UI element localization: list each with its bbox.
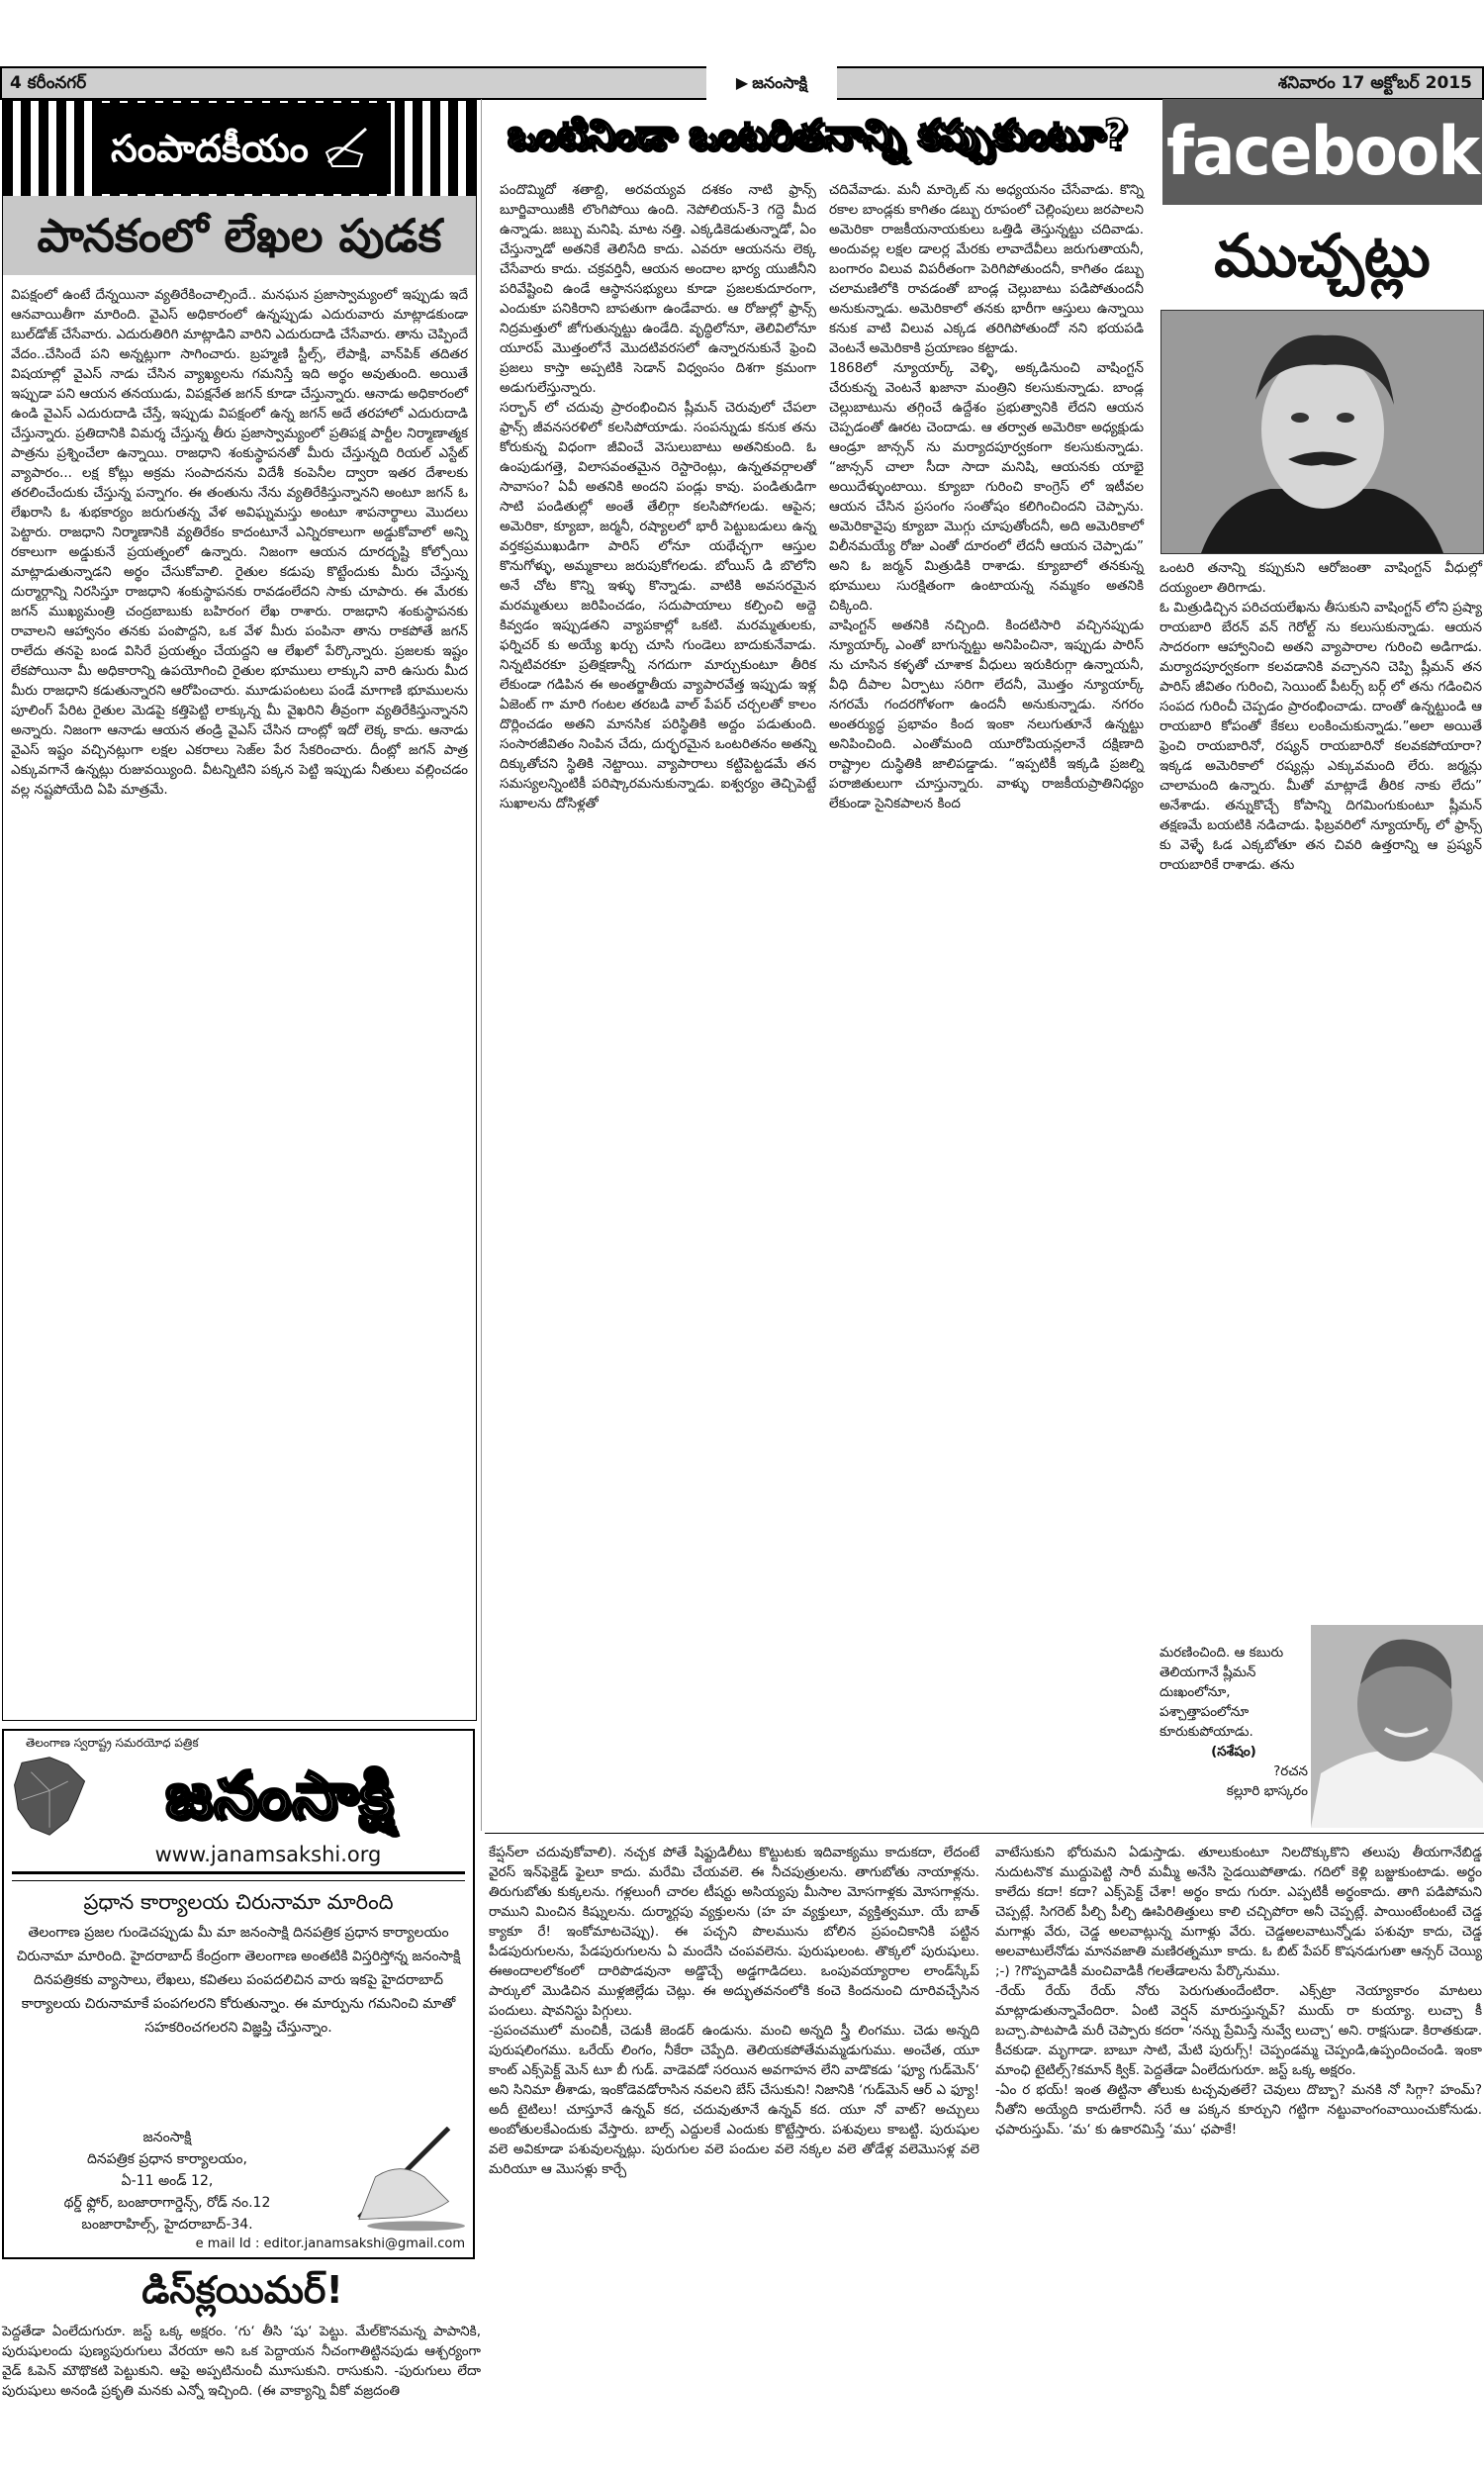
email-address[interactable]: e mail Id : editor.janamsakshi@gmail.com: [195, 2236, 465, 2251]
paragraph: సర్బాన్ లో చదువు ప్రారంభించిన ష్లీమన్ చెరువులో చేపలా ఫ్రాన్స్ జీవనసరళిలో కలసిపోయాడు. సంపన్నుడు కనుక తను కోరుకున్న విధంగా జీవించే వెసులుబాటు అతనికుంది. ఓ ఉంపుడుగత్తె, విలాసవంతమైన రెస్టారెంట్లు, ఉన్నతవర్గాలతో సావాసం? ఏవీ అతనికి అందని పండ్లు కావు. పండితుడిగా సాటి పండితుల్లో అంతే తేలిగ్గా కలసిపోగలడు. ఆపైన; అమెరికా, క్యూబా, జర్మనీ, రష్యాలలో భారీ పెట్టుబడులు ఉన్న వర్తకప్రముఖుడిగా పారిస్ లోనూ యథేచ్ఛగా ఆస్తుల కొనుగోళ్ళు, అమ్మకాలు జరుపుకోగలడు. బోయిస్ డి బొలోని అనే చోట కొన్ని ఇళ్ళు కొన్నాడు. వాటికి అవసరమైన మరమ్మతులు జరిపించడం, సదుపాయాలు కల్పించి అద్దె కివ్వడం ఇప్పుడతని వ్యాపకాల్లో ఒకటి. మరమ్మతులకు, ఫర్నిచర్ కు అయ్యే ఖర్చు చూసి గుండెలు బాదుకునేవాడు. నిన్నటివరకూ ప్రతిక్షణాన్నీ నగదుగా మార్చుకుంటూ తీరిక లేకుండా గడిపిన ఈ అంతర్జాతీయ వ్యాపారవేత్త ఇప్పుడు ఇళ్ల ఏజెంట్ గా మారి గంటల తరబడి వాల్ పేపర్ చర్చలతో కాలం దొర్లించడం అతని మానసిక పరిస్థితికి అద్దం పడుతుంది. సంసారజీవితం నింపిన చేదు, దుర్భరమైన ఒంటరితనం అతన్ని దిక్కుతోచని స్థితికి నెట్టాయి. వ్యాపారాలు కట్టిపెట్టడమే తన సమస్యలన్నింటికీ పరిష్కారమనుకున్నాడు. ఐశ్వర్యం తెచ్చిపెట్టే సుఖాలను దోసిళ్లతో: [500, 400, 816, 811]
logo-arrow-icon: ▶: [735, 73, 749, 92]
pen-hand-icon: [323, 123, 374, 174]
paragraph: -ఏం ర భయ్! ఇంత తిట్టినా తోలుకు టచ్చవుతలే? చెవులు దొబ్బా? మనకి నో సిగ్గా? హంమ్?నీతోని అయ్యేది కాదులేగానీ. సరే ఆ పక్కన కూర్చుని గట్టిగా నట్టువాంగంవాయించుకోనుడు. ఛపారుస్తుమ్. ‘మ‘ కు ఉకారమిస్తే ‘ము‘ ఛపాకే!: [995, 2082, 1482, 2138]
address-change-notice: [2, 1729, 475, 2259]
facebook-column-body: [1159, 558, 1482, 875]
editorial-label: సంపాదకీయం: [111, 127, 309, 170]
notice-title: ప్రధాన కార్యాలయ చిరునామా మారింది: [83, 1890, 394, 1914]
column-divider: [481, 99, 482, 1831]
double-rule: [12, 1871, 465, 1881]
masthead-wrap: [95, 1754, 465, 1839]
disclaimer-column-2: [995, 1843, 1482, 2140]
paragraph: వాటేసుకుని భోరుమని ఏడుస్తాడు. తూలుకుంటూ నిలదొక్కుకొని తలుపు తీయగానేబిడ్డ నుదుటనొక ముద్దుపెట్టి సారీ మమ్మీ అనేసి సైడయిపోతాడు. గదిలో కెళ్లి బజ్జుకుంటాడు. అర్థం కాలేదు కదా! కదా? ఎక్స్‌పెక్ట్ చేశా! అర్థం కాదు గురూ. ఎప్పటికీ అర్థంకాదు. తాగి పడిపోమని చెప్పట్లే. సిగరెట్ పీల్చి పీల్చి ఊపిరితిత్తులు కాలి చచ్చిపోరా అనీ చెప్పట్లే. పాయింటేంటంటే చెడ్డ మగాళ్లు వేరు, చెడ్డ అలవాట్లున్న మగాళ్లు వేరు. చెడ్డఅలవాటున్నోడు పశువూ కాదు, చెడ్డ అలవాటులేనోడు మానవజాతి మణిరత్నమూ కాదు. ఓ బిట్ పేపర్ కొషనడుగుతా ఆన్సర్ చెయ్యి ;-) ?గొప్పవాడికీ మంచివాడికీ గలతేడాలను పేర్కొనుము.: [995, 1845, 1482, 1979]
paragraph: విపక్షంలో ఉంటే దేన్నయినా వ్యతిరేకించాల్సిందే.. మనఘన ప్రజాస్వామ్యంలో ఇప్పుడు ఇదే ఆనవాయితీగా మారింది. వైఎస్ అధికారంలో ఉన్నప్పుడు ఎదురువారు మాట్లాడకుండా బుల్‌డోజ్ చేసేవారు. ఎదురుతిరిగి మాట్లాడిని వారిని ఎదురుదాడి చేసేవారు. తాను చెప్పిందే వేదం..చేసిందే పని అన్నట్లుగా సాగించారు. బ్రహ్మణి స్టీల్స్, లేపాక్షి, వాన్‌పిక్ తదితర విషయాల్లో వైఎస్ నాడు చేసిన వ్యాఖ్యలను గమనిస్తే ఇది అర్థం అవుతుంది. అయితే ఇప్పుడా పని ఆయన తనయుడు, విపక్షనేత జగన్ కూడా చేస్తున్నారు. ఆనాడు అధికారంలో ఉండి వైఎస్ ఎదురుదాడి చేస్తే, ఇప్పుడు విపక్షంలో ఉన్న జగన్ అదే తరహాలో ఎదురుదాడి చేస్తున్నారు. ప్రతిదానికి విమర్శ చేస్తున్న తీరు ప్రజాస్వామ్యంలో ప్రతిపక్ష పార్టీల నిర్మాణాత్మక పాత్రను ప్రశ్నించేలా ఉన్నాయి. రాజధాని శంకుస్థాపనతో మీరు చేస్తున్నది రియల్ ఎస్టేట్ వ్యాపారం... లక్ష కోట్లు అక్రమ సంపాదనను విదేశీ కంపెనీల ద్వారా ఇతర దేశాలకు తరలించేందుకు చేస్తున్న పన్నాగం. ఈ తంతును నేను వ్యతిరేకిస్తున్నానని అంటూ జగన్ ఓ లేఖరాసి ఓ శుభకార్యం జరుగుతన్న వేళ అవిఘ్నమస్తు అంటూ శాపనార్థాలు మొదలు పెట్టారు. రాజధాని నిర్మాణానికి వ్యతిరేకం కాదంటూనే ఎన్నిరకాలుగా అడ్డుకోవాలో అన్ని రకాలుగా అడ్డుకునే ప్రయత్నంలో ఉన్నారు. నిజంగా ఆయన దూరదృష్టి కోల్పోయి మాట్లాడుతున్నాడని అర్థం చేసుకోవాలి. రైతుల కడుపు కొట్టేందుకు మీరు చేస్తున్న దుర్మార్గాన్ని నిరసిస్తూ రాజధాని శంకుస్థాపనకు రావడంలేదని సాకు చూపారు. ఈ మేరకు జగన్ ముఖ్యమంత్రి చంద్రబాబుకు బహిరంగ లేఖ రాశారు. రాజధాని శంకుస్థాపనకు రావాలని ఆహ్వానం తనకు పంపొద్దని, ఒక వేళ మీరు పంపినా తాను రాకపోతే జగన్ రాలేదు తనపై బండ విసిరే ప్రయత్నం చేయద్దని ఆ లేఖలో పేర్కొన్నారు. ప్రజలకు ఇష్టం లేకపోయినా మీ అధికారాన్ని ఉపయోగించి రైతుల భూములు లాక్కుని వారి ఉసురు మీద మీరు రాజధాని కడుతున్నారని ఆరోపించారు. మూడుపంటలు పండే మాగాణి భూములను పూలింగ్ పేరిట రైతుల మెడపై కత్తిపెట్టి లాక్కున్న మీ వైఖరిని తీవ్రంగా వ్యతిరేకిస్తున్నానని అన్నారు. నిజంగా ఆనాడు ఆయన తండ్రి వైఎస్ చేసిన దాంట్లో ఇదో లెక్క కాదు. ఆనాడు వైఎస్ ఇష్టం వచ్చినట్లుగా లక్షల ఎకరాలు సెజ్‌ల పేర సేకరించారు. దీంట్లో జగన్ పాత్ర ఎక్కువగానే ఉన్నట్లు రుజువయ్యింది. వీటన్నిటిని పక్కన పెట్టి ఇప్పుడు నీతులు వల్లించడం వల్ల నష్టపోయేది ఏపి మాత్రమే.: [11, 287, 468, 798]
feature-column-2: [829, 180, 1144, 813]
notice-body: తెలంగాణ ప్రజల గుండెచప్పుడు మీ మా జనంసాక్షి దినపత్రిక ప్రధాన కార్యాలయం చిరునామా మారింది. హైదరాబాద్ కేంద్రంగా తెలంగాణ అంతటికి విస్తరిస్తోన్న జనంసాక్షి దినపత్రికకు వ్యాసాలు, లేఖలు, కవితలు పంపదలిచిన వారు ఇకపై హైదరాబాద్ కార్యాలయ చిరునామాకే పంపగలరని కోరుతున్నాం. ఈ మార్పును గమనించి మాతో సహకరించగలరని విజ్ఞప్తి చేస్తున్నాం.: [16, 1925, 461, 2036]
paragraph: -రేయ్ రేయ్ రేయ్ నోరు పెరుగుతుందేంటిరా. ఎక్స్‌ట్రా నెయ్యాకారం మాటలు మాట్లాడుతున్నావేందిరా. ఏంటి వెర్షన్ మారుస్తున్నవ్? ముయ్ రా కుయ్యా. లుచ్చా కీ బచ్చా.పాటపాడి మరీ చెప్పారు కదరా ‘నన్ను ప్రేమిస్తే నువ్వే లుచ్చా‘ అని. రాక్షసుడా. కిరాతకుడా. కీచకుడా. మృగాడా. బాబూ సాటి, మేటి పురుగ్స్! చెప్పండమ్మ చెప్పండి,ఉప్పందించండి. ఇంకా మాంఛి టైటిల్స్?కమాన్ క్విక్. పెద్దతేడా ఏంలేదుగురూ. జస్ట్ ఒక్క అక్షరం.: [995, 1983, 1482, 2078]
paragraph: 1868లో న్యూయార్క్ వెళ్ళి, అక్కడినుంచి వాషింగ్టన్ చేరుకున్న వెంటనే ఖజానా మంత్రిని కలసుకున్నాడు. బాండ్ల చెల్లుబాటును తగ్గించే ఉద్దేశం ప్రభుత్వానికి లేదని ఆయన చెప్పడంతో ఊరట చెందాడు. ఆ తర్వాత అమెరికా అధ్యక్షుడు ఆండ్రూ జాన్సన్ ను మర్యాదపూర్వకంగా కలసుకున్నాడు. “జాన్సన్ చాలా సీదా సాదా మనిషి, ఆయనకు యాభై అయిదేళ్ళుంటాయి. క్యూబా గురించి కాంగ్రెస్ లో ఇటీవల ఆయన చేసిన ప్రసంగం సంతోషం కలిగించిందని చెప్పాను. అమెరికావైపు క్యూబా మొగ్గు చూపుతోందనీ, అది అమెరికాలో విలీనమయ్యే రోజు ఎంతో దూరంలో లేదనీ ఆయన చెప్పాడు” అని ఓ జర్మన్ మిత్రుడికి రాశాడు. క్యూబాలో తనకున్న భూములు సురక్షితంగా ఉంటాయన్న నమ్మకం అతనికి చిక్కింది.: [829, 360, 1144, 614]
disclaimer-intro: పెద్దతేడా ఏంలేదుగురూ. జస్ట్ ఒక్క అక్షరం. ‘గు‘ తీసి ‘షు‘ పెట్టు. మేల్‌కొనమన్న పాపానికి, పురుషులందు పుణ్యపురుగులు వేరయా అని ఒక పెద్దాయన నీచంగాతిట్టినపుడు ఆశ్చర్యంగా వైడ్ ఓపెన్ మౌథొకటి పెట్టుకుని. ఆపై అప్పటినుంచీ మూసుకుని. రాసుకుని. -పురుగులు లేదా పురుషులు అనండి ప్రకృతి మనకు ఎన్నో ఇచ్చింది. (ఈ వాక్యాన్ని వీకో వజ్రదంతి: [2, 2324, 481, 2399]
masthead: జనంసాక్షి: [165, 1760, 395, 1833]
issue-date: శనివారం 17 అక్టోబర్ 2015: [1277, 73, 1472, 93]
address-line: జనంసాక్షి: [142, 2130, 192, 2145]
masthead-row: [12, 1751, 465, 1842]
paragraph: -ప్రపంచములో మంచికీ, చెడుకీ జెండర్ ఉండును. మంచి అన్నది స్త్రీ లింగము. చెడు అన్నది పురుషలింగము. ఒరేయ్ లింగం, నీకేరా చెప్పేది. తెలియకపోతేమమ్మడుగుము. అంచేత, యూ కాంట్ ఎక్స్‌పెక్ట్ మెన్ టూ బీ గుడ్. వాడెవడో సరయిన అవగాహన లేని వాడొకడు ‘ఫ్యూ గుడ్‌మెన్‘ అని సినిమా తీశాడు, ఇంకోడెవడోరాసిన నవలని బేస్ చేసుకుని! నిజానికి ‘గుడ్‌మెన్ ఆర్ ఎ ఫ్యూ! అదీ టైటిలు! చూస్తూనే ఉన్నవ్ కద, చదువుతూనే ఉన్నవ్ కద. యూ నో వాట్? అచ్చులు అంబోతులకేఎందుకు వేస్తారు. బాల్స్ ఎద్దులకే ఎందుకు కొట్టేస్తారు. పశువులు కాబట్టి. పురుషుల వలె అవికూడా పశువులన్నట్లు. పురుగుల వలె పందుల వలె నక్కల వలె తోడేళ్ల వలెమొసళ్ల వలె మరియూ ఆ మొసళ్లు కార్చే: [489, 2023, 979, 2177]
editorial-banner: [3, 101, 476, 196]
logo-text: జనంసాక్షి: [752, 73, 808, 92]
byline-label: ?రచన: [1273, 1763, 1308, 1779]
feature-headline-wrap: [487, 99, 1148, 170]
closing-text: మరణించింది. ఆ కబురు తెలియగానే ష్లీమన్ దుఃఖంలోనూ, పశ్చాత్తాపంలోనూ కూరుకుపోయాడు.: [1159, 1645, 1284, 1740]
paragraph: వాషింగ్టన్ అతనికి నచ్చింది. కిందటిసారి వచ్చినప్పుడు న్యూయార్క్ ఎంతో బాగున్నట్టు అనిపించినా, ఇప్పుడు పారిస్ ను చూసిన కళ్ళతో చూశాక వీధులు ఇరుకిరుగ్గా ఉన్నాయనీ, వీధి దీపాల ఏర్పాటు సరిగా లేదనీ, మొత్తం న్యూయార్క్ నగరమే గందరగోళంగా ఉందనీ అనుకున్నాడు. నగరం అంతర్యుద్ధ ప్రభావం కింద ఇంకా నలుగుతూనే ఉన్నట్టు అనిపించింది. ఎంతోమంది యూరోపియన్లలానే దక్షిణాది రాష్ట్రాల దుస్థితికి జాలిపడ్డాడు. “ఇప్పటికీ ఇక్కడి ప్రజల్ని పరాజితులుగా చూస్తున్నారు. వాళ్ళు రాజకీయప్రాతినిధ్యం లేకుండా సైనికపాలన కింద: [829, 618, 1144, 811]
facebook-logo-box: [1162, 99, 1482, 205]
tagline: తెలంగాణ స్వరాష్ట్ర సమరయోధ పత్రిక: [26, 1736, 199, 1750]
paragraph: ఒంటరి తనాన్ని కప్పుకుని ఆరోజంతా వాషింగ్టన్ వీధుల్లో దయ్యంలా తిరిగాడు.: [1159, 560, 1482, 596]
paragraph: చదివేవాడు. మనీ మార్కెట్ ను అధ్యయనం చేసేవాడు. కొన్ని రకాల బాండ్లకు కాగితం డబ్బు రూపంలో చెల్లింపులు జరపాలని అమెరికా రాజకీయనాయకులు ఒత్తిడి తెస్తున్నట్టు చదివాడు. అందువల్ల లక్షల డాలర్ల మేరకు లావాదేవీలు జరుగుతాయనీ, బంగారం విలువ విపరీతంగా పెరిగిపోతుందనీ, కాగితం డబ్బు చలామణిలోకి రావడంతో బాండ్ల చెల్లుబాటు పడిపోతుందనీ అనుకున్నాడు. అమెరికాలో తనకు భారీగా ఆస్తులు ఉన్నాయి కనుక వాటి విలువ ఎక్కడ తరిగిపోతుందో నని భయపడి వెంటనే అమెరికాకి ప్రయాణం కట్టాడు.: [829, 182, 1144, 356]
notice-title-wrap: [12, 1887, 465, 1917]
telangana-map-icon: [12, 1754, 89, 1839]
disclaimer-column-1: [489, 1843, 979, 2179]
author-name: కల్లూరి భాస్కరం: [1226, 1783, 1308, 1799]
website-link[interactable]: www.janamsakshi.org: [154, 1843, 382, 1866]
address-line: థర్డ్ ఫ్లోర్, బంజారాగార్డెన్స్, రోడ్ నం.12: [63, 2195, 271, 2211]
office-address: [12, 2127, 323, 2236]
portrait-photo: [1160, 310, 1484, 554]
column-ending: [1159, 1643, 1308, 1801]
column-title-wrap: [1162, 208, 1482, 305]
editorial-body: [11, 285, 468, 800]
address-line: ఏ-11 అండ్ 12,: [121, 2173, 214, 2189]
disclaimer-headline-wrap: [0, 2264, 485, 2316]
address-row: [12, 2040, 465, 2236]
paragraph: ఓ మిత్రుడిచ్చిన పరిచయలేఖను తీసుకుని వాషింగ్టన్ లోని ప్రష్యా రాయబారి బేరన్ వన్ గెరోల్ట్ ను కలుసుకున్నాడు. ఆయన సాదరంగా ఆహ్వానించి అతని వ్యాపారాల గురించి అడిగాడు. మర్యాదపూర్వకంగా కలవడానికి వచ్చానని చెప్పి ష్లీమన్ తన పారిస్ జీవితం గురించి, సెయింట్ పీటర్స్ బర్గ్ లో తను గడించిన సంపద గురించీ చెప్పడం ప్రారంభించాడు. దాంతో ఉన్నట్టుండి ఆ రాయబారి కోపంతో కేకలు లంకించుకున్నాడు.”అలా అయితే ఫ్రెంచి రాయబారినో, రష్యన్ రాయబారినో కలవకపోయారా? ఇక్కడ అమెరికాలో రష్యన్లు ఎక్కువమంది లేరు. జర్మన్లు చాలామంది ఉన్నారు. మీతో మాట్లాడే తీరిక నాకు లేదు” అనేశాడు. తన్నుకొచ్చే కోపాన్ని దిగమింగుకుంటూ ష్లీమన్ తక్షణమే బయటికి నడిచాడు. ఫిబ్రవరిలో న్యూయార్క్ లో ఫ్రాన్స్ కు వెళ్ళే ఓడ ఎక్కబోతూ తన చివరి ఉత్తరాన్ని ఆ ప్రష్యన్ రాయబారికే రాశాడు. తను: [1159, 600, 1482, 873]
feature-headline: ఒంటినిండా ఒంటరితనాన్ని కప్పుకుంటూ?: [507, 112, 1128, 157]
address-line: బంజారాహిల్స్, హైదరాబాద్-34.: [81, 2217, 253, 2233]
editorial-headline: పానకంలో లేఖల పుడక: [37, 209, 442, 262]
facebook-logo: facebook: [1165, 112, 1479, 191]
feature-column-1: [500, 180, 816, 813]
page-number-section: 4 కరీంనగర్: [10, 73, 87, 93]
section-divider: [485, 1833, 1484, 1834]
masthead-logo: [706, 66, 837, 100]
writing-hand-icon: [326, 2127, 465, 2236]
address-line: దినపత్రిక ప్రధాన కార్యాలయం,: [87, 2151, 247, 2167]
author-photo: [1311, 1625, 1483, 1828]
editorial-headline-band: [3, 196, 476, 275]
page-header: [0, 66, 1484, 100]
paragraph: పందొమ్మిదో శతాబ్ది, అరవయ్యవ దశకం నాటి ఫ్రాన్స్ బూర్జివాయిజీకి లొంగిపోయి ఉంది. నెపోలియన్-3 గద్దె మీద ఉన్నాడు. జబ్బు మనిషి. మాట నత్తి. ఎక్కడికెడుతున్నాడో, ఏం చేస్తున్నాడో అతనికే తెలిసేది కాదు. ఎవరూ ఆయనను లెక్క చేసేవారు కాదు. చక్రవర్తినీ, ఆయన అందాల భార్య యుజీనీని పరివేష్టించి ఉండే ఆస్థానసభ్యులు కూడా ప్రజలకుదూరంగా, ఎందుకూ పనికిరాని బాపతుగా ఉండేవారు. ఆ రోజుల్లో ఫ్రాన్స్ నిద్రమత్తులో జోగుతున్నట్టు ఉండేది. వృద్ధిలోనూ, తెలివిలోనూ యూరప్ మొత్తంలోనే మొదటివరసలో ఉన్నారనుకునే ఫ్రెంచి ప్రజలు కాస్తా అప్పటికి సెడాన్ విధ్వంసం దిశగా క్రమంగా అడుగులేస్తున్నారు.: [500, 182, 816, 396]
disclaimer-headline: డిస్‌క్లయిమర్!: [141, 2268, 343, 2312]
continued-label: (సశేషం): [1211, 1744, 1256, 1760]
paragraph: కేప్షన్‌లా చదువుకోవాలి). నచ్చక పోతే షిఫ్టుడిలీటు కొట్టుటకు ఇదివాక్యము కాదుకదా, లేదంటే వైరస్ ఇన్‌ఫెక్టెడ్ ఫైలూ కాదు. మరేమి చేయవలె. ఈ నీచపుత్రులను. తాగుబోతు నాయాళ్లను. తిరుగుబోతు కుక్కలను. గళ్లలుంగీ చారల టీషర్టు అసియ్యపు మీసాల మోసగాళ్లకు మోసగాళ్లను. రాముని మించిన కిష్నులను. దుర్మార్గపు వ్యక్తులను (హ హ వ్యక్తులూ, వ్యక్తిత్వమూ. యే బాత్ క్యాకూ రే! ఇంకోమాటచెప్పు). ఈ పచ్చని పొలమును బోలిన ప్రపంచికానికి పట్టిన పీడపురుగులను, పేడపురుగులను ఏ మందేసి చంపవలెను. పురుషులంట. తొక్కలో పురుషులు. ఈఅందాలలోకంలో దారిపొడవునా అడ్డొచ్చే అడ్డగాడిదలు. ఒంపువయ్యారాల లాండ్‌స్కేప్ పార్కులో మొడిచిన ముళ్లజిల్లేడు చెట్లు. ఈ అద్భుతవనంలోకి కంచె కిందనుంచి దూరివచ్చేసిన పందులు. షావనిస్టు పిగ్గులు.: [489, 1845, 979, 2019]
column-title: ముచ్చట్లు: [1214, 222, 1431, 291]
editorial-section: [2, 100, 477, 1721]
